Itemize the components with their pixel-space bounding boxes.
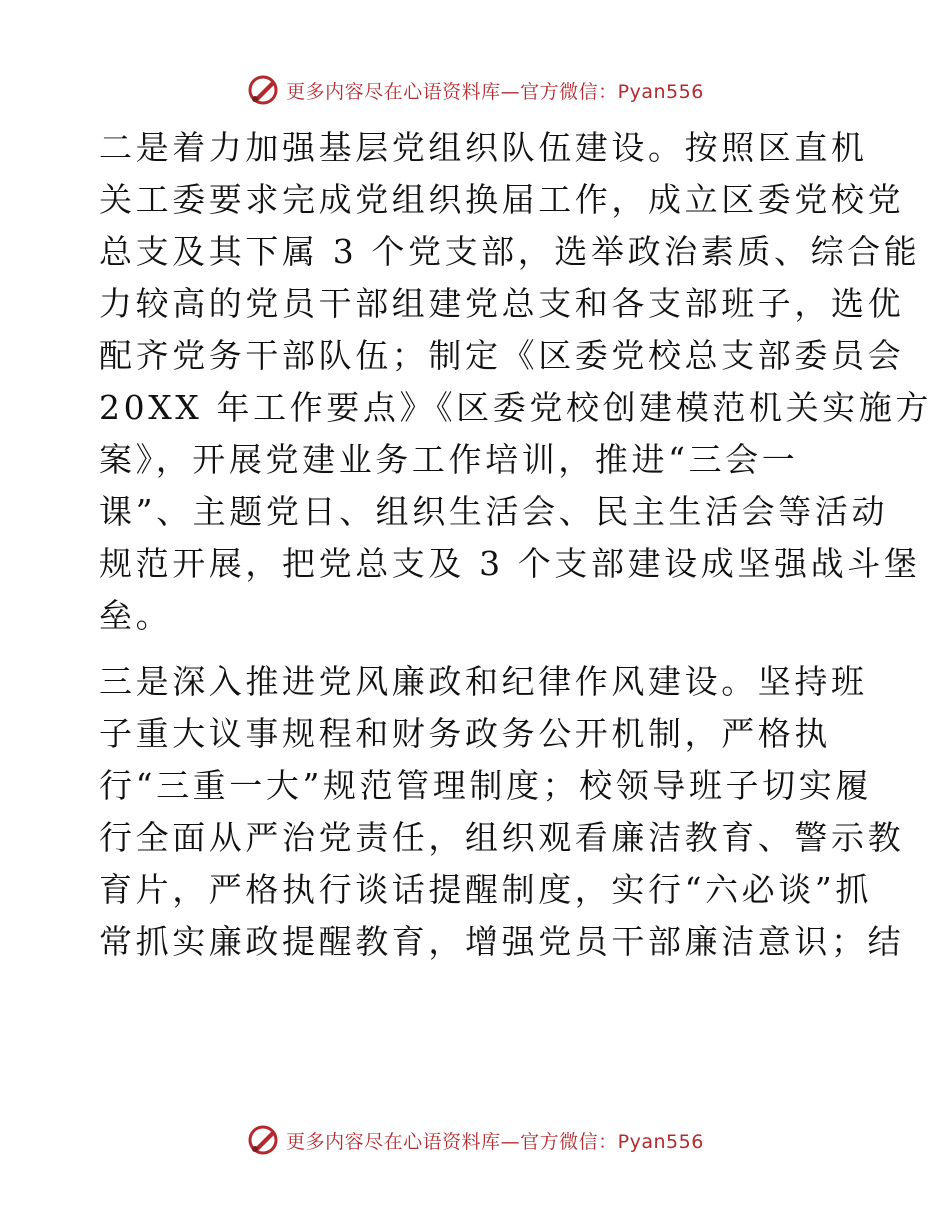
header-watermark-text: 更多内容尽在心语资料库—官方微信：Pyan556 [286, 80, 704, 103]
brush-logo-icon [246, 1123, 280, 1157]
text-line: 育片，严格执行谈话提醒制度，实行“六必谈”抓 [99, 870, 872, 909]
brush-logo-icon [246, 73, 280, 107]
text-line: 案》，开展党建业务工作培训，推进“三会一 [99, 440, 799, 479]
text-line: 课”、主题党日、组织生活会、民主生活会等活动 [99, 492, 889, 531]
footer-watermark-text: 更多内容尽在心语资料库—官方微信：Pyan556 [286, 1130, 704, 1153]
text-line: 关工委要求完成党组织换届工作，成立区委党校党 [99, 180, 905, 219]
header-watermark [0, 70, 950, 110]
text-line: 子重大议事规程和财务政务公开机制，严格执 [99, 714, 831, 753]
text-line: 配齐党务干部队伍；制定《区委党校总支部委员会 [99, 336, 905, 375]
text-line: 力较高的党员干部组建党总支和各支部班子，选优 [99, 284, 905, 323]
paragraph-2 [99, 656, 905, 968]
text-line: 行“三重一大”规范管理制度；校领导班子切实履 [99, 766, 872, 805]
text-line: 20XX 年工作要点》《区委党校创建模范机关实施方 [99, 388, 932, 427]
text-line: 常抓实廉政提醒教育，增强党员干部廉洁意识；结 [99, 922, 905, 961]
text-line: 规范开展，把党总支及 3 个支部建设成坚强战斗堡 [99, 544, 921, 583]
text-line: 行全面从严治党责任，组织观看廉洁教育、警示教 [99, 818, 905, 857]
footer-watermark [0, 1120, 950, 1160]
text-line: 总支及其下属 3 个党支部，选举政治素质、综合能 [99, 232, 921, 271]
text-line: 二是着力加强基层党组织队伍建设。按照区直机 [99, 128, 868, 167]
text-line: 三是深入推进党风廉政和纪律作风建设。坚持班 [99, 662, 868, 701]
document-body [99, 122, 932, 982]
text-line: 垒。 [99, 596, 173, 635]
paragraph-1 [99, 122, 932, 642]
